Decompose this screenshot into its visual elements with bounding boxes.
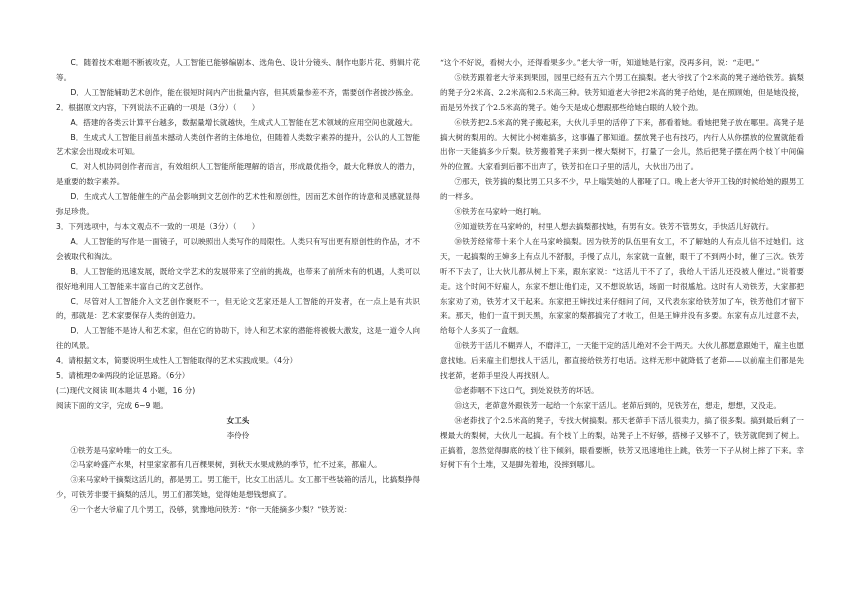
right-paragraph: ⑨知道铁芳在马家岭的，村里人想去搞梨都找她，有男有女。铁芳不管男女，手快活儿好就行。: [454, 221, 774, 231]
left-paragraph: 李伶伶: [226, 430, 250, 440]
left-paragraph: 4．请根据文本，简要说明生成性人工智能取得的艺术实践成果。（4分）: [56, 356, 298, 366]
right-paragraph: ⑭老茆找了个2.5米高的凳子，专找大树搞梨。那天老茆手下活儿很卖力，搞了很多梨。搞到最后剩了一棵最大的梨树，大伙儿一起搞。有个枝丫上的梨，站凳子上不好够，搭梯子又够不了，铁芳就爬到了树上。正搞着，忽然觉得脚底的枝丫往下倾斜，眼看要断，铁芳又迅速地往上跳，铁芳一下子从树上摔了下来。幸好树下有个土堆，又是脚先着地，没摔到哪儿。: [440, 415, 804, 470]
left-paragraph: A．搭建的各类云计算平台越多，数据量增长就越快，生成式人工智能在艺术领域的应用空间也就越大。: [70, 117, 418, 127]
left-paragraph: D．人工智能辅助艺术创作，能在很短时间内产出批量内容，但其质量参差不齐，需要创作者披沙拣金。: [70, 87, 418, 97]
left-paragraph: ③来马家岭干摘梨这活儿的，都是男工。男工能干，比女工出活儿。女工都干些装箱的活儿，比搞梨挣得少，可铁芳非要干摘梨的活儿，男工们都笑她，觉得她是想钱想疯了。: [56, 475, 420, 500]
right-paragraph: “这个不好说，看树大小，还得看果多少。”老大爷一听，知道她是行家，没再多问，说：“走吧。”: [440, 58, 760, 67]
left-paragraph: D．人工智能不是诗人和艺术家，但在它的协助下，诗人和艺术家的潜能将被极大激发，这是一道令人向往的风景。: [56, 326, 420, 351]
right-paragraph: ⑫老茆咽不下这口气，到处说铁芳的坏话。: [454, 385, 599, 395]
left-paragraph: 3．下列选项中，与本文观点不一致的一项是（3分）（ ）: [56, 221, 260, 231]
right-paragraph: ⑩铁芳经常带十来个人在马家岭搞梨。因为铁芳的队伍里有女工，不了解她的人有点儿信不过她们。这天，一起搞梨的王婶多上有点儿不舒服，手慢了点儿，东家就一直催，眼干了不到两小时，催了三次。铁芳听不下去了，让大伙儿都从树上下来，跟东家说：“这活儿干不了了，我给人干活儿还没被人催过。”说着要走。这个时间不好雇人，东家不想让他们走，又不想说软话，场面一时很尴尬。这时有人劝铁芳，大家都把东家劝了劝，铁芳才又干起来。东家把王婶找过来仔细问了问，又代表东家给铁芳加了车，铁芳他们才留下来。那天，他们一直干到天黑，东家家的梨都搞完了才收工，但是王婶并没有多要。东家有点儿过意不去，给每个人多买了一盒烟。: [440, 236, 804, 336]
left-paragraph: B．生成式人工智能目前虽未撼动人类创作者的主体地位，但随着人类数字素养的提升，公认的人工智能艺术家会出现或未可知。: [56, 132, 420, 157]
right-paragraph: ⑧铁芳在马家岭一炮打响。: [454, 207, 546, 217]
right-column: [440, 56, 804, 473]
left-paragraph: B．人工智能的迅速发展，既给文学艺术的发展带来了空前的挑战，也带来了前所未有的机遇，人类可以很好地利用人工智能来丰富自己的文艺创作。: [56, 266, 420, 291]
left-paragraph: ①铁芳是马家岭唯一的女工头。: [70, 445, 177, 455]
right-paragraph: ⑬这天，老茆意外跟铁芳一起给一个东家干活儿。老茆后到的，见铁芳在，想走，想想，又没走。: [454, 400, 781, 410]
left-paragraph: 2．根据原文内容，下列说法不正确的一项是（3分）（ ）: [56, 102, 260, 112]
left-paragraph: D．生成式人工智能催生的产品会影响到文艺创作的艺术性和原创性，因而艺术创作的诗意和灵感就显得弥足珍贵。: [56, 192, 420, 217]
left-paragraph: 5．请梳理⑦⑧两段的论证思路。（6分）: [56, 371, 190, 381]
left-paragraph: ②马家岭盛产水果，村里家家都有几百棵果树，到秋天水果成熟的季节，忙不过来，都雇人。: [70, 460, 382, 470]
right-paragraph: ⑦那天，铁芳搞的梨比男工只多不少，早上嗡笑她的人都哑了口。晚上老大爷开工钱的时候给她的跟男工的一样多。: [440, 177, 804, 202]
left-paragraph: C．随着技术难题不断被攻克，人工智能已能够编剧本、选角色、设计分镜头、制作电影片花、剪辑片花等。: [56, 58, 420, 82]
right-paragraph: ⑪铁芳干活儿不糊弄人，不磨洋工，一天能干定的活儿绝对不会干两天。大伙儿都愿意跟她干，雇主也愿意找她。后来雇主们想找人干活儿，都直接给铁芳打电话。这样无形中就降低了老茆——以前雇主们都是先找老茆，老茆手里没人再找别人。: [440, 341, 804, 381]
left-paragraph: 阅读下面的文字，完成 6~9 题。: [56, 400, 168, 410]
left-column: [56, 56, 420, 518]
left-paragraph: 女工头: [226, 415, 250, 425]
left-paragraph: C．对人机协同创作者而言，有效组织人工智能所能理解的语言，形成最优指令，最大化释放人的潜力，是重要的数字素养。: [56, 162, 420, 187]
left-paragraph: ④一个老大爷雇了几个男工，没够，犹豫地问铁芳：“你一天能摘多少梨？”铁芳说：: [70, 505, 352, 515]
right-paragraph: ⑤铁芳跟着老大爷来到果园，园里已经有五六个男工在搞梨。老大爷找了个2米高的凳子递给铁芳。搞梨的凳子分2米高、2.2米高和2.5米高三种。铁芳知道老大爷把2米高的凳子给她，是在照顾她，但是她没接，而是另外找了个2.5米高的凳子。她今天是成心想跟那些给她白眼的人较个劲。: [440, 72, 804, 112]
left-paragraph: (二)现代文阅读 II(本题共 4 小题，16 分): [56, 385, 196, 395]
right-paragraph: ⑥铁芳把2.5米高的凳子搬起来，大伙儿手里的活停了下来，都看着她。看她把凳子放在哪里。高凳子是搞大树的梨用的。大树比小树难搞多，这事儡了都知道。摆放凳子也有技巧，内行人从你摆放的位置就能看出你一天能搞多少斤梨。铁芳搬着凳子来到一棵大梨树下，打量了一会儿，然后把凳子摆在两个枝丫中间偏外的位置。大家看到后都不出声了，铁芳扣在口子里的活儿，大伙出乃出了。: [440, 117, 804, 172]
left-paragraph: A．人工智能的写作是一面镜子，可以映照出人类写作的局限性。人类只有写出更有原创性的作品，才不会被取代和淘汰。: [56, 236, 420, 261]
left-paragraph: C．尽管对人工智能介入文艺创作褒贬不一，但无论文艺家还是人工智能的开发者，在一点上是有共识的，那就是：艺术家要保存人类的创造力。: [56, 296, 420, 321]
